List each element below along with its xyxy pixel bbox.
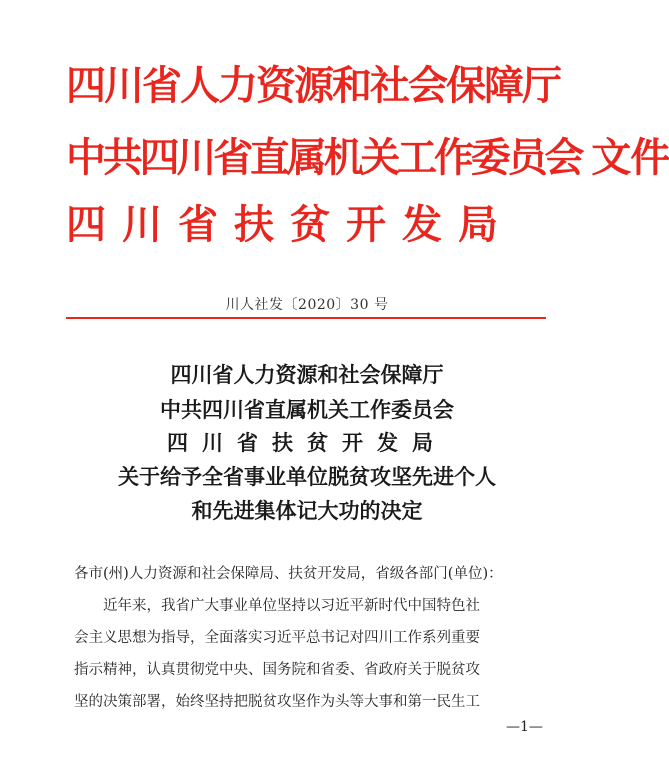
body-paragraph-line-3: 指示精神，认真贯彻党中央、国务院和省委、省政府关于脱贫攻 [74, 662, 480, 678]
title-line-3: 四川省扶贫开发局 [167, 430, 447, 455]
issuer-name-1: 四川省人力资源和社会保障厅 [66, 63, 560, 109]
page-number: —1— [502, 719, 547, 735]
body-paragraph-line-4: 坚的决策部署，始终坚持把脱贫攻坚作为头等大事和第一民生工 [74, 694, 480, 710]
body-paragraph-line-2: 会主义思想为指导，全面落实习近平总书记对四川工作系列重要 [74, 630, 480, 646]
issuer-name-2: 中共四川省直属机关工作委员会 [66, 135, 582, 181]
body-paragraph-line-1: 近年来，我省广大事业单位坚持以习近平新时代中国特色社 [103, 598, 480, 614]
issuer-name-3: 四川省扶贫开发局 [66, 202, 514, 248]
document-type-label: 文件 [591, 135, 669, 181]
title-line-1: 四川省人力资源和社会保障厅 [170, 362, 444, 387]
title-line-5: 和先进集体记大功的决定 [191, 498, 423, 523]
title-line-2: 中共四川省直属机关工作委员会 [160, 397, 454, 422]
salutation: 各市(州)人力资源和社会保障局、扶贫开发局，省级各部门(单位)： [74, 566, 503, 582]
document-number: 川人社发〔2020〕30 号 [225, 297, 389, 313]
title-line-4: 关于给予全省事业单位脱贫攻坚先进个人 [118, 464, 496, 489]
issuer-line-2 [66, 135, 669, 181]
red-separator-line [66, 317, 546, 319]
